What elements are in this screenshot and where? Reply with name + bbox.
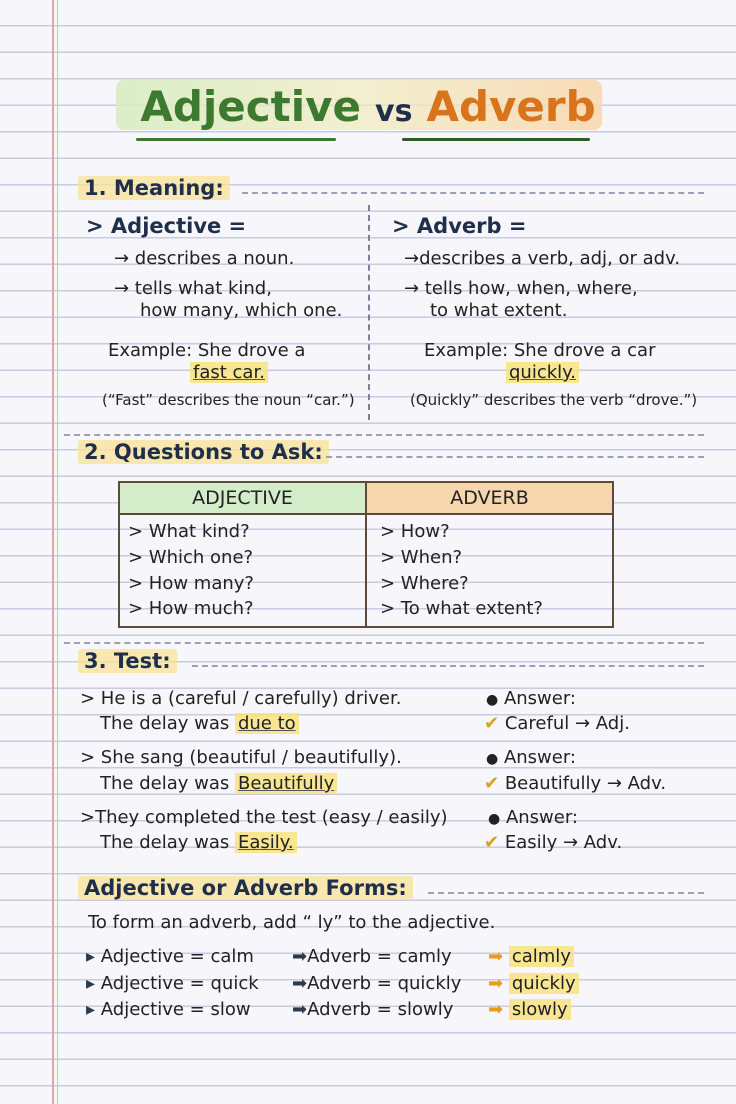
triangle-bullet-icon: ▸: [86, 999, 96, 1020]
check-icon: ✔: [484, 773, 500, 794]
title-underline-green: [136, 138, 336, 141]
form-correct: ➡ calmly: [488, 946, 574, 967]
adjective-example: Example: She drove a: [108, 340, 306, 361]
form-adverb: ➡Adverb = quickly: [292, 973, 462, 994]
adjective-example-highlight: fast car.: [190, 362, 268, 383]
table-cell-adjective: > How many?: [128, 573, 254, 594]
adverb-def-1: →describes a verb, adj, or adv.: [404, 248, 681, 269]
form-adjective: ▸ Adjective = quick: [86, 973, 259, 994]
answer-label: ● Answer:: [486, 688, 576, 709]
adverb-example: Example: She drove a car: [424, 340, 656, 361]
margin-line-secondary: [57, 0, 58, 1104]
title-adverb: Adverb: [426, 82, 596, 131]
test-question: > She sang (beautiful / beautifully).: [80, 747, 402, 768]
section-heading-questions: 2. Questions to Ask:: [78, 440, 329, 464]
arrow-right-icon: ➡: [488, 973, 504, 994]
test-question: >They completed the test (easy / easily): [80, 807, 448, 828]
adverb-example-highlight: quickly.: [506, 362, 579, 383]
divider-dashed: [428, 892, 704, 894]
arrow-right-icon: ➡: [292, 973, 308, 994]
adjective-note: (“Fast” describes the noun “car.”): [102, 391, 355, 409]
divider-dashed: [242, 192, 704, 194]
answer-label: ● Answer:: [486, 747, 576, 768]
form-correct: ➡ quickly: [488, 973, 579, 994]
table-cell-adverb: > To what extent?: [380, 598, 543, 619]
table-column-divider: [365, 513, 367, 626]
test-question: > He is a (careful / carefully) driver.: [80, 688, 402, 709]
table-header-adjective: ADJECTIVE: [120, 483, 367, 515]
adverb-heading: > Adverb =: [392, 214, 527, 238]
adjective-def-2b: how many, which one.: [140, 300, 343, 321]
table-cell-adverb: > How?: [380, 521, 450, 542]
check-icon: ✔: [484, 713, 500, 734]
answer-value: ✔ Beautifully → Adv.: [484, 773, 667, 794]
divider-dashed: [326, 456, 704, 458]
triangle-bullet-icon: ▸: [86, 946, 96, 967]
table-cell-adjective: > Which one?: [128, 547, 254, 568]
page-title: [0, 82, 736, 131]
adjective-def-1: → describes a noun.: [114, 248, 295, 269]
test-line: The delay was Beautifully: [100, 773, 337, 794]
triangle-bullet-icon: ▸: [86, 973, 96, 994]
divider-dashed: [64, 642, 704, 644]
column-divider: [368, 205, 370, 420]
arrow-right-icon: ➡: [488, 946, 504, 967]
check-icon: ✔: [484, 832, 500, 853]
form-adjective: ▸ Adjective = calm: [86, 946, 254, 967]
divider-dashed: [64, 434, 704, 436]
margin-line: [52, 0, 54, 1104]
test-line: The delay was due to: [100, 713, 299, 734]
adverb-def-2a: → tells how, when, where,: [404, 278, 638, 299]
title-vs: vs: [375, 94, 413, 129]
arrow-right-icon: ➡: [292, 999, 308, 1020]
table-cell-adverb: > When?: [380, 547, 463, 568]
answer-value: ✔ Easily → Adv.: [484, 832, 623, 853]
table-cell-adverb: > Where?: [380, 573, 469, 594]
adverb-note: (Quickly” describes the verb “drove.”): [410, 391, 698, 409]
table-cell-adjective: > What kind?: [128, 521, 250, 542]
questions-table: [118, 481, 614, 628]
table-cell-adjective: > How much?: [128, 598, 254, 619]
adverb-def-2b: to what extent.: [430, 300, 568, 321]
form-adjective: ▸ Adjective = slow: [86, 999, 251, 1020]
test-line: The delay was Easily.: [100, 832, 297, 853]
adjective-def-2a: → tells what kind,: [114, 278, 272, 299]
title-adjective: Adjective: [140, 82, 362, 131]
answer-value: ✔ Careful → Adj.: [484, 713, 630, 734]
section-heading-forms: Adjective or Adverb Forms:: [78, 876, 413, 900]
answer-label: ● Answer:: [488, 807, 578, 828]
forms-intro: To form an adverb, add “ ly” to the adjective.: [88, 912, 496, 933]
section-heading-meaning: 1. Meaning:: [78, 176, 230, 200]
form-adverb: ➡Adverb = camly: [292, 946, 452, 967]
table-header-adverb: ADVERB: [367, 483, 612, 515]
title-underline-dark: [402, 138, 590, 141]
form-adverb: ➡Adverb = slowly: [292, 999, 454, 1020]
adjective-heading: > Adjective =: [86, 214, 247, 238]
section-heading-test: 3. Test:: [78, 649, 177, 673]
arrow-right-icon: ➡: [292, 946, 308, 967]
divider-dashed: [192, 665, 704, 667]
arrow-right-icon: ➡: [488, 999, 504, 1020]
form-correct: ➡ slowly: [488, 999, 571, 1020]
